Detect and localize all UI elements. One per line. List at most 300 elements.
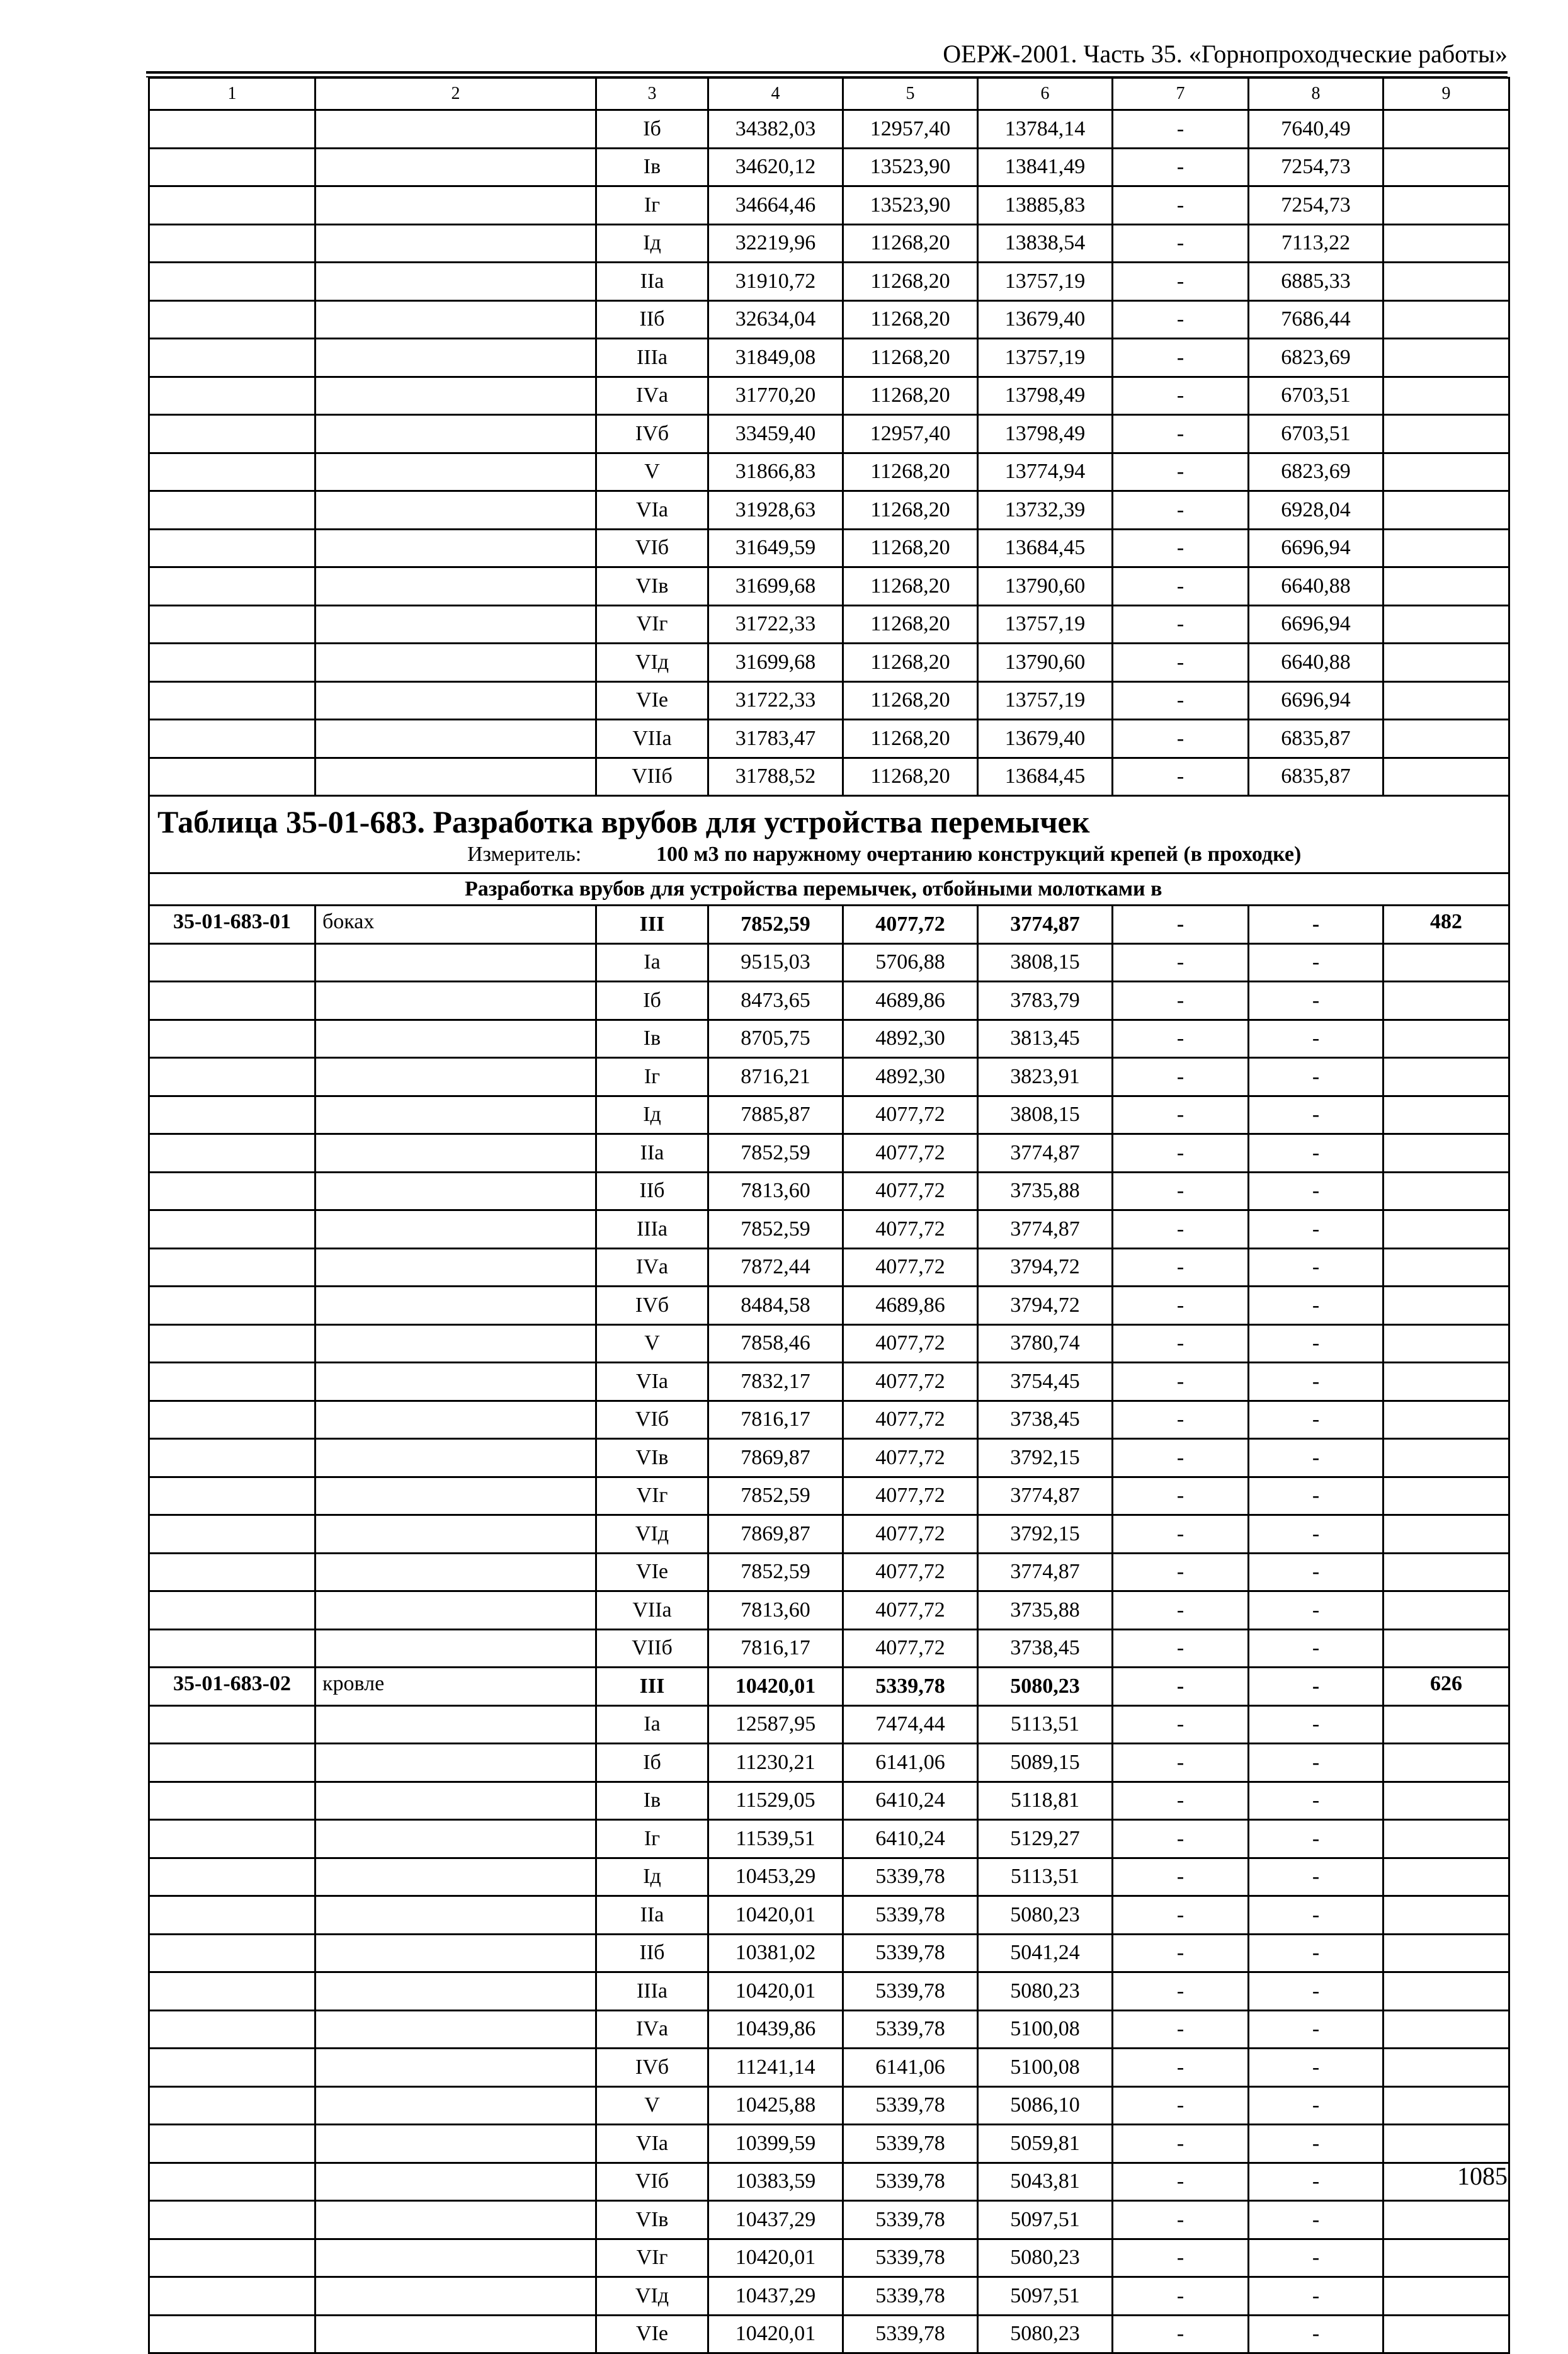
value-cell: 7816,17 [708,1629,843,1668]
value-cell: 10420,01 [708,2315,843,2353]
rate-code-cell [149,1248,315,1287]
table-row [149,1934,1509,1972]
value-cell: - [1113,2239,1249,2277]
value-cell: 11268,20 [843,567,978,606]
value-cell: 6835,87 [1249,720,1383,758]
value-cell: 3735,88 [978,1172,1113,1210]
value-cell: 13838,54 [978,224,1113,263]
rate-code-cell [149,148,315,186]
value-cell: 11268,20 [843,681,978,720]
rate-code-cell [149,982,315,1020]
value-cell: Iв [596,1782,708,1820]
value-cell: 11268,20 [843,300,978,339]
work-name-cell [315,1134,596,1173]
rate-code-cell [149,224,315,263]
rate-code-cell [149,943,315,982]
work-name-cell [315,644,596,682]
rate-code-cell [149,720,315,758]
value-cell: 3794,72 [978,1287,1113,1325]
column-9-cell [1383,758,1509,796]
rate-code-cell [149,339,315,377]
column-9-cell [1383,1744,1509,1782]
table-title: Таблица 35-01-683. Разработка врубов для устройства перемычек [157,804,1090,839]
value-cell: 11529,05 [708,1782,843,1820]
value-cell: - [1113,1744,1249,1782]
value-cell: - [1249,2049,1383,2087]
table-row [149,1134,1509,1173]
value-cell: 13679,40 [978,300,1113,339]
value-cell: 7686,44 [1249,300,1383,339]
table-row [149,1020,1509,1058]
value-cell: IIб [596,300,708,339]
value-cell: - [1113,982,1249,1020]
value-cell: 11268,20 [843,377,978,415]
value-cell: 6696,94 [1249,529,1383,567]
value-cell: - [1113,1668,1249,1706]
value-cell: 5339,78 [843,1668,978,1706]
work-name-cell [315,1782,596,1820]
value-cell: - [1113,1553,1249,1591]
value-cell: - [1249,2125,1383,2163]
value-cell: 4077,72 [843,1210,978,1249]
column-9-cell [1383,1972,1509,2011]
value-cell: 4077,72 [843,1629,978,1668]
table-row [149,1439,1509,1477]
value-cell: - [1249,2163,1383,2201]
value-cell: - [1113,453,1249,491]
work-name-cell [315,567,596,606]
column-9-cell [1383,263,1509,301]
value-cell: 5706,88 [843,943,978,982]
value-cell: - [1113,2163,1249,2201]
work-name-cell [315,491,596,530]
value-cell: 4077,72 [843,1324,978,1363]
column-number: 7 [1113,78,1249,110]
value-cell: - [1113,1896,1249,1935]
value-cell: 3794,72 [978,1248,1113,1287]
column-9-cell [1383,1934,1509,1972]
column-number: 8 [1249,78,1383,110]
value-cell: 6703,51 [1249,377,1383,415]
value-cell: VIв [596,1439,708,1477]
value-cell: 4077,72 [843,1401,978,1439]
value-cell: - [1113,1287,1249,1325]
value-cell: 10381,02 [708,1934,843,1972]
value-cell: 34620,12 [708,148,843,186]
value-cell: V [596,453,708,491]
value-cell: 13757,19 [978,605,1113,644]
value-cell: 11268,20 [843,644,978,682]
work-name-cell [315,1058,596,1096]
table-row [149,1477,1509,1515]
value-cell: 31928,63 [708,491,843,530]
table-row [149,720,1509,758]
value-cell: - [1113,1401,1249,1439]
table-row [149,453,1509,491]
rate-code-cell [149,644,315,682]
table-row [149,2010,1509,2049]
value-cell: - [1113,567,1249,606]
work-name-cell [315,339,596,377]
value-cell: VIIб [596,758,708,796]
table-row [149,1401,1509,1439]
rates-table-body [149,78,1509,2353]
value-cell: 6696,94 [1249,681,1383,720]
value-cell: - [1249,1248,1383,1287]
table-title-cell [149,796,1509,873]
value-cell: VIб [596,1401,708,1439]
column-9-cell [1383,1591,1509,1630]
value-cell: IVб [596,415,708,453]
rate-code-cell [149,2239,315,2277]
value-cell: IVа [596,2010,708,2049]
column-9-cell [1383,148,1509,186]
rate-code-cell [149,1324,315,1363]
column-9-cell [1383,300,1509,339]
value-cell: - [1113,1477,1249,1515]
value-cell: - [1113,148,1249,186]
work-name-cell [315,1820,596,1858]
value-cell: - [1113,1820,1249,1858]
value-cell: VIг [596,605,708,644]
work-name-cell [315,224,596,263]
value-cell: 5339,78 [843,2277,978,2316]
value-cell: 4077,72 [843,1134,978,1173]
value-cell: 5339,78 [843,1858,978,1896]
table-row [149,186,1509,225]
value-cell: 10420,01 [708,2239,843,2277]
rate-code-cell [149,1782,315,1820]
value-cell: Iб [596,982,708,1020]
value-cell: - [1249,2239,1383,2277]
value-cell: 31699,68 [708,567,843,606]
value-cell: - [1249,1820,1383,1858]
value-cell: 7858,46 [708,1324,843,1363]
rate-code-cell [149,1553,315,1591]
value-cell: - [1249,1210,1383,1249]
rate-code-cell [149,1934,315,1972]
column-9-cell [1383,2010,1509,2049]
value-cell: 10420,01 [708,1972,843,2011]
value-cell: 11268,20 [843,720,978,758]
work-name-cell [315,1744,596,1782]
table-row [149,339,1509,377]
work-name-cell [315,2086,596,2125]
work-name-cell [315,2239,596,2277]
value-cell: 12587,95 [708,1705,843,1744]
value-cell: 5129,27 [978,1820,1113,1858]
work-name-cell [315,415,596,453]
table-row [149,1363,1509,1401]
value-cell: 3780,74 [978,1324,1113,1363]
work-name-cell [315,1629,596,1668]
table-row [149,1820,1509,1858]
value-cell: 31783,47 [708,720,843,758]
work-name-cell [315,1096,596,1134]
value-cell: 7813,60 [708,1172,843,1210]
value-cell: VIе [596,1553,708,1591]
column-9-cell [1383,1553,1509,1591]
rate-code-cell [149,1972,315,2011]
value-cell: 13684,45 [978,758,1113,796]
table-title-row [149,796,1509,873]
value-cell: 5097,51 [978,2277,1113,2316]
column-9-cell [1383,567,1509,606]
value-cell: 3774,87 [978,1210,1113,1249]
column-9-cell [1383,681,1509,720]
value-cell: - [1113,339,1249,377]
column-9-cell [1383,529,1509,567]
value-cell: 10439,86 [708,2010,843,2049]
work-name: боках [315,906,596,944]
value-cell: 3792,15 [978,1439,1113,1477]
value-cell: - [1249,2315,1383,2353]
value-cell: 7254,73 [1249,148,1383,186]
value-cell: Iв [596,1020,708,1058]
value-cell: 6640,88 [1249,567,1383,606]
value-cell: - [1249,1324,1383,1363]
column-9-cell [1383,1896,1509,1935]
table-row [149,1705,1509,1744]
value-cell: 13774,94 [978,453,1113,491]
value-cell: - [1249,1744,1383,1782]
rate-code-cell [149,377,315,415]
table-row [149,224,1509,263]
column-9-cell [1383,1858,1509,1896]
value-cell: VIв [596,2201,708,2239]
value-cell: 11268,20 [843,263,978,301]
value-cell: - [1249,1782,1383,1820]
rate-code-cell [149,110,315,149]
value-cell: - [1249,1515,1383,1554]
value-cell: 5086,10 [978,2086,1113,2125]
value-cell: 13684,45 [978,529,1113,567]
column-9-cell [1383,1134,1509,1173]
value-cell: 5043,81 [978,2163,1113,2201]
value-cell: IIб [596,1934,708,1972]
value-cell: 11268,20 [843,758,978,796]
value-cell: 34382,03 [708,110,843,149]
value-cell: - [1113,263,1249,301]
work-name-cell [315,377,596,415]
table-row [149,1629,1509,1668]
rate-code-cell [149,605,315,644]
work-name-cell [315,1020,596,1058]
value-cell: 31649,59 [708,529,843,567]
table-row [149,1668,1509,1706]
value-cell: 4077,72 [843,1363,978,1401]
value-cell: - [1249,2086,1383,2125]
work-name-cell [315,300,596,339]
value-cell: - [1113,1591,1249,1630]
value-cell: 5113,51 [978,1858,1113,1896]
value-cell: 7640,49 [1249,110,1383,149]
table-row [149,1324,1509,1363]
value-cell: - [1113,2010,1249,2049]
value-cell: 5113,51 [978,1705,1113,1744]
value-cell: VIIа [596,720,708,758]
value-cell: 6835,87 [1249,758,1383,796]
rate-code-cell [149,681,315,720]
work-name-cell [315,2125,596,2163]
rate-code-cell [149,263,315,301]
column-9-value: 626 [1383,1668,1509,1706]
rate-code-cell [149,2049,315,2087]
work-name-cell [315,2163,596,2201]
value-cell: Iг [596,186,708,225]
value-cell: - [1249,1134,1383,1173]
table-row [149,758,1509,796]
value-cell: IIа [596,1896,708,1935]
work-name-cell [315,2315,596,2353]
table-row [149,982,1509,1020]
column-9-cell [1383,982,1509,1020]
table-row [149,1515,1509,1554]
value-cell: 3808,15 [978,943,1113,982]
column-9-cell [1383,1782,1509,1820]
value-cell: - [1113,377,1249,415]
value-cell: 4077,72 [843,1248,978,1287]
rate-code-cell [149,2277,315,2316]
column-9-cell [1383,1287,1509,1325]
value-cell: 13523,90 [843,186,978,225]
column-number: 6 [978,78,1113,110]
rate-code-cell [149,1629,315,1668]
rate-code-cell [149,1705,315,1744]
header-rule-thick [146,71,1508,74]
value-cell: - [1113,2277,1249,2316]
value-cell: 3738,45 [978,1629,1113,1668]
value-cell: - [1113,1172,1249,1210]
value-cell: 13798,49 [978,415,1113,453]
value-cell: 7813,60 [708,1591,843,1630]
value-cell: 6823,69 [1249,339,1383,377]
value-cell: VIд [596,2277,708,2316]
value-cell: IIа [596,1134,708,1173]
table-row [149,943,1509,982]
table-row [149,2163,1509,2201]
table-row [149,300,1509,339]
value-cell: - [1113,1020,1249,1058]
value-cell: 6703,51 [1249,415,1383,453]
table-row [149,377,1509,415]
value-cell: - [1249,1439,1383,1477]
column-9-cell [1383,1172,1509,1210]
value-cell: 7832,17 [708,1363,843,1401]
value-cell: 5339,78 [843,2315,978,2353]
value-cell: - [1249,1553,1383,1591]
value-cell: VIIб [596,1629,708,1668]
rate-code-cell [149,1134,315,1173]
work-name-cell [315,1934,596,1972]
value-cell: - [1113,2315,1249,2353]
column-number: 1 [149,78,315,110]
work-name-cell [315,2277,596,2316]
value-cell: - [1113,1439,1249,1477]
page-number: 1085 [1457,2162,1508,2190]
value-cell: - [1113,1096,1249,1134]
table-row [149,1972,1509,2011]
value-cell: 5080,23 [978,1896,1113,1935]
rate-code-cell [149,2163,315,2201]
value-cell: 4892,30 [843,1020,978,1058]
value-cell: - [1113,943,1249,982]
value-cell: 11268,20 [843,224,978,263]
rate-code-cell [149,453,315,491]
column-9-cell [1383,1515,1509,1554]
column-9-cell [1383,1248,1509,1287]
table-row [149,1782,1509,1820]
value-cell: - [1113,529,1249,567]
value-cell: Iд [596,224,708,263]
column-9-cell [1383,1705,1509,1744]
work-name-cell [315,2201,596,2239]
value-cell: - [1113,1324,1249,1363]
value-cell: 7254,73 [1249,186,1383,225]
table-row [149,644,1509,682]
table-row [149,1553,1509,1591]
value-cell: 13790,60 [978,644,1113,682]
work-name-cell [315,943,596,982]
rate-code-cell [149,529,315,567]
work-name-cell [315,681,596,720]
value-cell: Iд [596,1096,708,1134]
table-row [149,2239,1509,2277]
value-cell: VIг [596,1477,708,1515]
work-name-cell [315,1324,596,1363]
value-cell: V [596,1324,708,1363]
value-cell: 32634,04 [708,300,843,339]
column-number: 4 [708,78,843,110]
value-cell: - [1113,1058,1249,1096]
value-cell: 12957,40 [843,110,978,149]
rate-code-cell [149,1439,315,1477]
work-name-cell [315,605,596,644]
table-row [149,2315,1509,2353]
value-cell: VIд [596,1515,708,1554]
value-cell: - [1249,1477,1383,1515]
column-9-cell [1383,1439,1509,1477]
column-9-cell [1383,1020,1509,1058]
value-cell: 10420,01 [708,1896,843,1935]
value-cell: 10453,29 [708,1858,843,1896]
column-9-cell [1383,1210,1509,1249]
value-cell: 11268,20 [843,491,978,530]
table-row [149,906,1509,944]
value-cell: 6928,04 [1249,491,1383,530]
value-cell: 10437,29 [708,2201,843,2239]
column-9-cell [1383,2239,1509,2277]
value-cell: 7852,59 [708,1553,843,1591]
value-cell: 5339,78 [843,2086,978,2125]
value-cell: - [1249,2010,1383,2049]
value-cell: 5080,23 [978,1668,1113,1706]
value-cell: 6885,33 [1249,263,1383,301]
value-cell: 31699,68 [708,644,843,682]
value-cell: - [1113,1972,1249,2011]
table-row [149,2049,1509,2087]
value-cell: 3792,15 [978,1515,1113,1554]
rate-code-cell [149,1287,315,1325]
value-cell: VIд [596,644,708,682]
rate-code-cell [149,491,315,530]
rate-code-cell [149,1896,315,1935]
value-cell: VIа [596,1363,708,1401]
value-cell: 6696,94 [1249,605,1383,644]
table-row [149,1896,1509,1935]
running-header-title: ОЕРЖ-2001. Часть 35. «Горнопроходческие работы» [943,40,1508,68]
value-cell: VIа [596,2125,708,2163]
